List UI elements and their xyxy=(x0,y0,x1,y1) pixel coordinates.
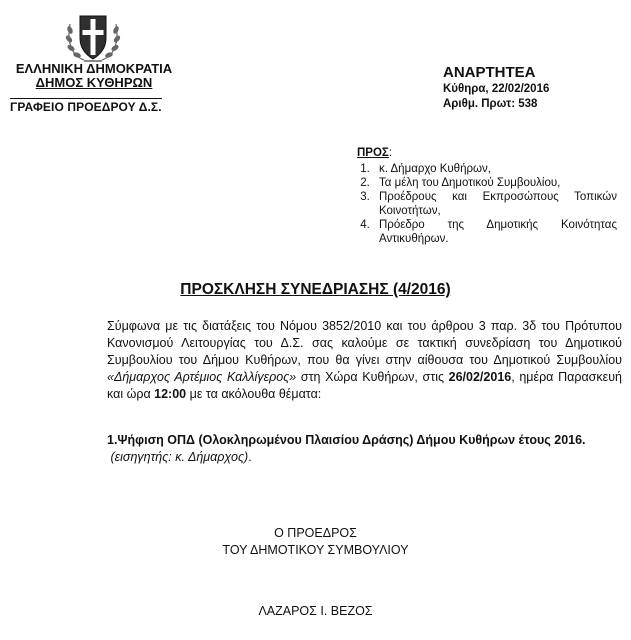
meeting-time: 12:00 xyxy=(154,387,187,401)
place-date: Κύθηρα, 22/02/2016 xyxy=(443,83,550,95)
meeting-day: Παρασκευή xyxy=(558,370,622,384)
republic-name: ΕΛΛΗΝΙΚΗ ΔΗΜΟΚΡΑΤΙΑ xyxy=(15,61,173,76)
signatory-name: ΛΑΖΑΡΟΣ Ι. ΒΕΖΟΣ xyxy=(258,604,373,618)
invitation-paragraph xyxy=(107,318,622,403)
municipality-name: ΔΗΜΟΣ ΚΥΘΗΡΩΝ xyxy=(35,75,153,90)
office-name: ΓΡΑΦΕΙΟ ΠΡΟΕΔΡΟΥ Δ.Σ. xyxy=(10,100,162,114)
signature-role-1: Ο ΠΡΟΕΔΡΟΣ xyxy=(274,526,357,540)
recipients-block xyxy=(357,146,617,246)
document-title: ΠΡΟΣΚΛΗΣΗ ΣΥΝΕΔΡΙΑΣΗΣ (4/2016) xyxy=(180,281,451,298)
recipient-item: 4. Πρόεδρο της Δημοτικής Κοινότητας Αντικυθήρων. xyxy=(373,218,617,246)
signature-role-2: ΤΟΥ ΔΗΜΟΤΙΚΟΥ ΣΥΜΒΟΥΛΙΟΥ xyxy=(222,543,409,557)
post-label: ΑΝΑΡΤΗΤΕΑ xyxy=(443,64,536,81)
document-meta xyxy=(443,64,549,112)
recipient-item: 2. Τα μέλη του Δημοτικού Συμβουλίου, xyxy=(373,176,617,190)
agenda-item xyxy=(107,432,622,466)
issuer-header xyxy=(6,62,182,90)
recipient-item: 1. κ. Δήμαρχο Κυθήρων, xyxy=(373,162,617,176)
meeting-date: 26/02/2016 xyxy=(448,370,512,384)
recipients-list xyxy=(357,162,617,246)
para-text-3: , ημέρα xyxy=(511,370,554,384)
protocol-number: Αριθμ. Πρωτ: 538 xyxy=(443,98,538,110)
para-text-5: με τα ακόλουθα θέματα: xyxy=(186,387,322,401)
greek-emblem-icon xyxy=(64,10,122,64)
agenda-item-rapporteur: (εισηγητής: κ. Δήμαρχος) xyxy=(110,450,249,464)
agenda-item-end: . xyxy=(248,450,252,464)
agenda-item-text: 1.Ψήφιση ΟΠΔ (Ολοκληρωμένου Πλαισίου Δράσης) Δήμου Κυθήρων έτους 2016. xyxy=(107,433,586,447)
recipients-colon: : xyxy=(388,147,393,159)
para-text-1: Σύμφωνα με τις διατάξεις του Νόμου 3852/2010 και του άρθρου 3 παρ. 3δ του Πρότυπου Κανονισμού Λειτουργίας του Δ.Σ. σας καλούμε σε τακτική συνεδρίαση του Δημοτικού Συμβουλίου του Δήμου Κυθήρων, που θα γίνει στην αίθουσα του Δημοτικού Συμβουλίου xyxy=(107,319,622,367)
recipients-label: ΠΡΟΣ xyxy=(357,147,389,159)
recipient-item: 3. Προέδρους και Εκπροσώπους Τοπικών Κοινοτήτων, xyxy=(373,190,617,218)
hall-name: «Δήμαρχος Αρτέμιος Καλλίγερος» xyxy=(107,370,297,384)
para-text-4: και ώρα xyxy=(107,387,155,401)
para-text-2: στη Χώρα Κυθήρων, στις xyxy=(296,370,449,384)
